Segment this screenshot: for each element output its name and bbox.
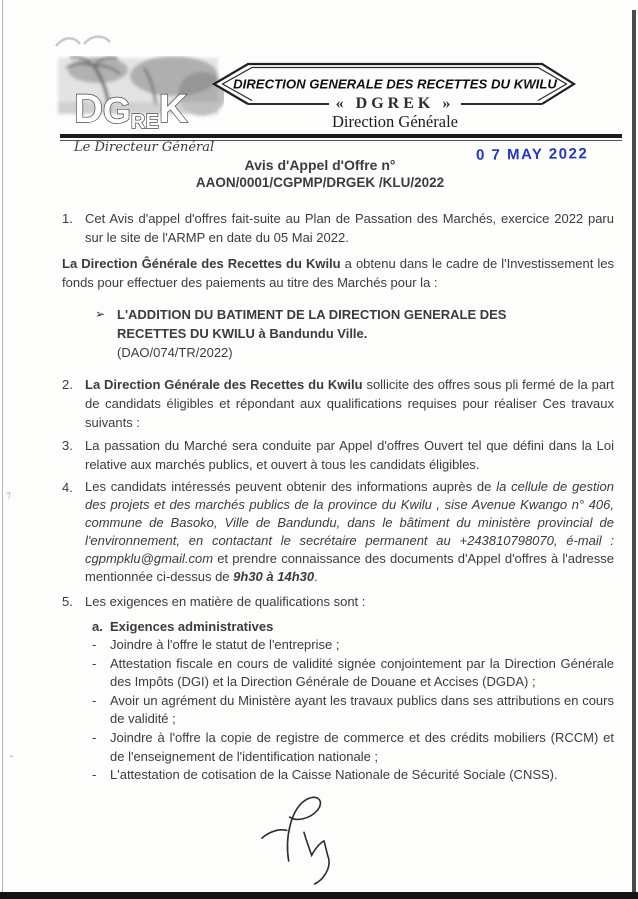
division-label: Direction Générale: [332, 112, 458, 131]
item4-italic-address: la cellule de gestion des projets et des marchés publics de la province du Kwilu , sise Avenue Kwango n° 406, commune de Basoko, Ville de Bandundu, dans le bâtiment du ministère provincial de l'environnement, en contactant le secrétaire permanent au +243810798070, é-mail : cgpmpklu@gmail.com: [85, 479, 614, 566]
date-stamp: 0 7 MAY 2022: [475, 145, 589, 164]
item2-bold: La Direction Générale des Recettes du Kwilu: [85, 377, 363, 392]
dash-marker: -: [92, 729, 97, 745]
item-text: Les exigences en matière de qualifications sont :: [85, 594, 366, 609]
item-text: [85, 478, 614, 586]
dgrek-logo: [52, 56, 224, 134]
item2-rest: sollicite des offres sous pli fermé de la part de candidats éligibles et répondant aux qualifications requises pour réaliser Ces travaux suivants :: [85, 377, 614, 430]
item-text: La passation du Marché sera conduite par Appel d'offres Ouvert tel que défini dans la Loi relative aux marchés publics, et ouvert à tous les candidats éligibles.: [85, 438, 614, 472]
numbered-item-3: [62, 436, 614, 474]
scan-edge-bottom: [0, 892, 638, 899]
dash-marker: -: [92, 692, 97, 708]
acronym-left-rule: [248, 103, 329, 105]
admin-requirement: [92, 655, 614, 692]
admin-letter: a.: [92, 619, 103, 634]
project-reference: (DAO/074/TR/2022): [117, 345, 233, 360]
item-number: 3.: [62, 438, 73, 453]
scan-edge-right: [632, 10, 636, 899]
numbered-item-5: [62, 592, 614, 611]
acronym-row: [248, 95, 542, 113]
project-block: [95, 305, 614, 362]
title-line2: AAON/0001/CGPMP/DRGEK /KLU/2022: [195, 175, 445, 190]
item4-hours: 9h30 à 14h30: [233, 569, 315, 584]
intro-bold: La Direction Ĝénérale des Recettes du Kwilu: [62, 256, 341, 271]
acronym-right-rule: [461, 103, 542, 105]
item-number: 1.: [62, 211, 73, 226]
admin-heading-text: Exigences administratives: [110, 619, 274, 634]
banner-title: DIRECTION GENERALE DES RECETTES DU KWILU: [233, 76, 557, 92]
item-text: Cet Avis d'appel d'offres fait-suite au Plan de Passation des Marchés, exercice 2022 paru sur le site de l'ARMP en date du 05 Mai 2022.: [85, 211, 614, 245]
scan-artifact: ⁊: [6, 490, 11, 501]
admin-heading: [92, 617, 614, 636]
item-number: 2.: [62, 377, 73, 392]
numbered-item-4: [62, 478, 614, 586]
intro-paragraph: [62, 254, 614, 292]
project-text: [117, 305, 579, 362]
item4-period: .: [314, 569, 318, 584]
item-number: 4.: [62, 480, 73, 495]
admin-requirement: [92, 729, 614, 766]
dash-marker: -: [92, 767, 97, 783]
admin-requirement: [92, 766, 614, 785]
item-text: [85, 375, 614, 432]
item4-run3: et prendre connaissance des documents d'Appel d'offres à l'adresse mentionnée ci-dessus de: [85, 551, 614, 584]
scan-edge-left: [2, 0, 3, 899]
intro-rest: a obtenu dans le cadre de l'Investissement les fonds pour effectuer des paiements au titre des Marchés pour la :: [62, 256, 614, 290]
signatory-line: Le Directeur Général: [74, 140, 215, 155]
requirement-text: Joindre à l'offre le statut de l'entreprise ;: [110, 637, 340, 652]
dash-marker: -: [92, 637, 97, 652]
logo-wordmark: DGREK: [74, 87, 188, 133]
requirement-text: L'attestation de cotisation de la Caisse Nationale de Sécurité Sociale (CNSS).: [110, 767, 558, 783]
scan-artifact: ⁃: [9, 752, 14, 763]
requirement-text: Joindre à l'offre la copie de registre de commerce et des crédits mobiliers (RCCM) et de l'enseignement de l'identification nationale ;: [110, 729, 614, 764]
signature-scribble: [260, 792, 346, 888]
numbered-item-1: [62, 209, 614, 247]
requirement-text: Avoir un agrément du Ministère ayant les travaux publics dans ses attributions en cours de validité ;: [110, 692, 614, 727]
dash-marker: -: [92, 655, 97, 671]
requirement-text: Attestation fiscale en cours de validité signée conjointement par la Direction Générale des Impôts (DGI) et la Direction Générale de Douane et Accises (DGDA) ;: [110, 655, 614, 690]
arrow-bullet-icon: ➢: [95, 307, 106, 321]
project-title: L'ADDITION DU BATIMENT DE LA DIRECTION GENERALE DES RECETTES DU KWILU à Bandundu Ville.: [117, 307, 507, 341]
numbered-item-2: [62, 375, 614, 432]
acronym-text: « DGREK »: [335, 95, 455, 112]
item-number: 5.: [62, 594, 73, 609]
document-body: [62, 157, 614, 785]
admin-requirement: [92, 636, 614, 655]
document-title: [44, 157, 596, 191]
scan-smudge: [50, 24, 140, 52]
admin-requirement: [92, 692, 614, 729]
title-line1: Avis d'Appel d'Offre n°: [244, 157, 396, 173]
item4-run1: Les candidats intéressés peuvent obtenir des informations auprès de: [85, 479, 497, 494]
